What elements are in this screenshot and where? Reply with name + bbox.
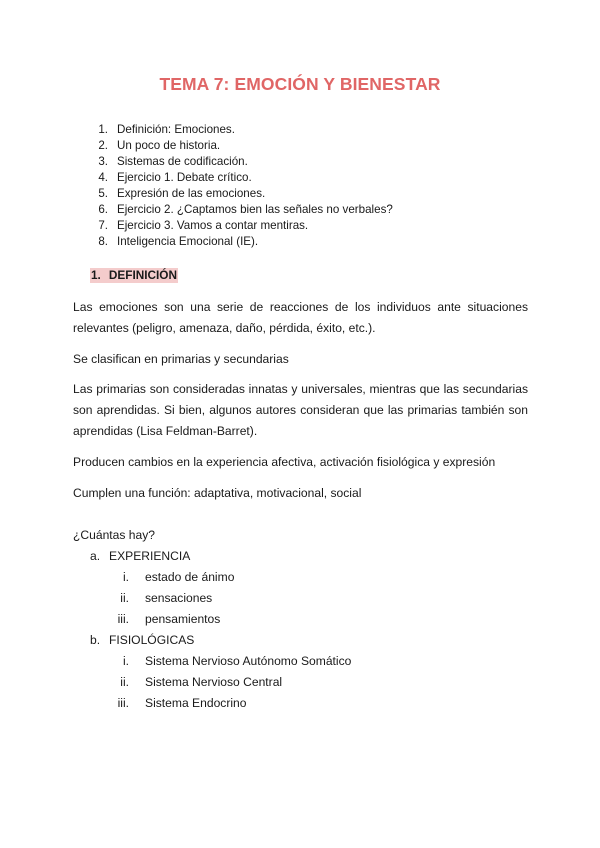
- toc-number: 7.: [98, 219, 108, 232]
- toc-item: [90, 218, 393, 234]
- outline-subitem: [122, 654, 352, 668]
- toc-number: 6.: [98, 203, 108, 216]
- outline-item-fisiologicas: [90, 633, 194, 647]
- toc-text: Inteligencia Emocional (IE).: [117, 235, 259, 248]
- outline-label: EXPERIENCIA: [109, 549, 191, 563]
- toc-text: Ejercicio 3. Vamos a contar mentiras.: [117, 219, 309, 232]
- toc-number: 2.: [98, 139, 108, 152]
- section-title: DEFINICIÓN: [108, 268, 178, 282]
- outline-submarker: i.: [122, 570, 129, 584]
- outline-marker: b.: [90, 633, 101, 647]
- outline-submarker: i.: [122, 654, 129, 668]
- outline-submarker: iii.: [117, 612, 129, 626]
- outline-subitem: [122, 570, 235, 584]
- toc-text: Definición: Emociones.: [117, 123, 235, 136]
- toc-item: [90, 186, 393, 202]
- outline-subitem: [117, 696, 247, 710]
- outline-submarker: ii.: [120, 591, 129, 605]
- outline-submarker: ii.: [120, 675, 129, 689]
- toc-number: 3.: [98, 155, 108, 168]
- outline-submarker: iii.: [117, 696, 129, 710]
- toc-text: Un poco de historia.: [117, 139, 221, 152]
- toc-number: 1.: [98, 123, 108, 136]
- outline-subitem: [120, 591, 213, 605]
- toc-text: Ejercicio 1. Debate crítico.: [117, 171, 252, 184]
- paragraph-definition: Las emociones son una serie de reacciones de los individuos ante situaciones relevantes (peligro, amenaza, daño, pérdida, éxito, etc.).: [73, 300, 528, 335]
- outline-label: FISIOLÓGICAS: [109, 633, 195, 647]
- outline-subtext: Sistema Nervioso Autónomo Somático: [145, 654, 352, 668]
- question-heading: ¿Cuántas hay?: [73, 528, 156, 542]
- toc-text: Sistemas de codificación.: [117, 155, 248, 168]
- outline-subtext: estado de ánimo: [145, 570, 235, 584]
- toc-number: 5.: [98, 187, 108, 200]
- outline-subtext: pensamientos: [145, 612, 221, 626]
- paragraph-functions: Cumplen una función: adaptativa, motivacional, social: [73, 486, 362, 500]
- paragraph-classification: Se clasifican en primarias y secundarias: [73, 352, 289, 366]
- outline-subtext: Sistema Endocrino: [145, 696, 247, 710]
- section-heading: [90, 268, 178, 283]
- toc-item: [90, 202, 393, 218]
- toc-number: 4.: [98, 171, 108, 184]
- outline-marker: a.: [90, 549, 101, 563]
- toc-item: [90, 138, 393, 154]
- toc-number: 8.: [98, 235, 108, 248]
- table-of-contents: [90, 122, 393, 250]
- outline-subtext: sensaciones: [145, 591, 213, 605]
- toc-text: Ejercicio 2. ¿Captamos bien las señales no verbales?: [117, 203, 393, 216]
- toc-text: Expresión de las emociones.: [117, 187, 266, 200]
- outline-subtext: Sistema Nervioso Central: [145, 675, 283, 689]
- paragraph-primary-secondary: Las primarias son consideradas innatas y universales, mientras que las secundarias son aprendidas. Si bien, algunos autores consideran que las primarias también son aprendidas (Lisa Feldman-Barret).: [73, 382, 528, 438]
- toc-item: [90, 122, 393, 138]
- section-number: 1.: [91, 268, 101, 282]
- outline-item-experiencia: [90, 549, 190, 563]
- outline-subitem: [117, 612, 221, 626]
- paragraph-changes: Producen cambios en la experiencia afectiva, activación fisiológica y expresión: [73, 455, 496, 469]
- toc-item: [90, 170, 393, 186]
- toc-item: [90, 234, 393, 250]
- outline-subitem: [120, 675, 283, 689]
- page-title: TEMA 7: EMOCIÓN Y BIENESTAR: [159, 74, 441, 94]
- toc-item: [90, 154, 393, 170]
